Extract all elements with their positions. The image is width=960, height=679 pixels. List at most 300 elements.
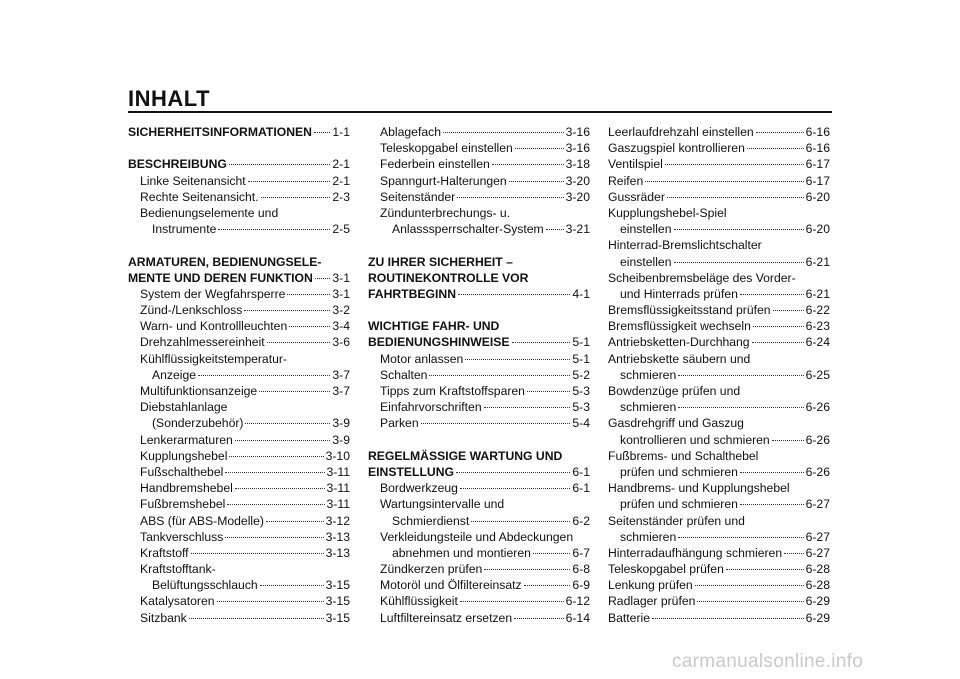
toc-entry xyxy=(608,156,830,172)
toc-entry-title: Multifunktionsanzeige xyxy=(140,384,258,398)
toc-entry-title: ROUTINEKONTROLLE VOR xyxy=(368,270,529,285)
toc-page-number: 6-27 xyxy=(805,545,830,560)
toc-page-number: 6-27 xyxy=(805,529,830,544)
toc-entry-title: ARMATUREN, BEDIENUNGSELE- xyxy=(128,254,322,269)
toc-entry-title: und Hinterrads prüfen xyxy=(620,286,738,301)
toc-page-number: 5-1 xyxy=(572,351,590,366)
toc-page-number: 3-13 xyxy=(325,529,350,544)
toc-entry-title: Sitzbank xyxy=(140,610,187,625)
toc-entry-title: Ventilspiel xyxy=(608,157,663,172)
toc-dot-leader xyxy=(217,601,324,602)
toc-entry xyxy=(128,351,350,367)
toc-entry xyxy=(128,496,350,512)
toc-entry xyxy=(128,480,350,496)
toc-entry xyxy=(608,399,830,415)
toc-entry-title: ZU IHRER SICHERHEIT – xyxy=(368,254,513,269)
toc-entry-title: Kraftstoff xyxy=(140,545,189,560)
toc-entry-title: Anlasssperrschalter-System xyxy=(392,222,544,237)
toc-dot-leader xyxy=(421,423,571,424)
toc-entry-title: Linke Seitenansicht xyxy=(140,173,246,188)
toc-page-number: 6-1 xyxy=(572,464,590,479)
toc-entry-title: Verkleidungsteile und Abdeckungen xyxy=(380,529,574,544)
toc-entry-title: Bowdenzüge prüfen und xyxy=(608,384,741,398)
toc-page-number: 6-28 xyxy=(805,562,830,577)
toc-entry-title: Schmierdienst xyxy=(392,513,470,528)
toc-page-number: 6-17 xyxy=(805,173,830,188)
toc-entry-title: EINSTELLUNG xyxy=(368,464,454,479)
toc-dot-leader xyxy=(235,440,331,441)
toc-entry-title: Kupplungshebel-Spiel xyxy=(608,205,727,220)
toc-entry xyxy=(368,593,590,609)
toc-page-number: 2-1 xyxy=(332,157,350,172)
toc-page-number: 3-11 xyxy=(326,497,350,512)
toc-dot-leader xyxy=(512,342,571,343)
toc-dot-leader xyxy=(773,310,804,311)
toc-entry-title: Hinterrad-Bremslichtschalter xyxy=(608,238,762,253)
toc-entry xyxy=(608,432,830,448)
toc-entry-title: Handbrems- und Kupplungshebel xyxy=(608,481,790,496)
page-title: INHALT xyxy=(128,86,211,111)
toc-entry xyxy=(128,367,350,383)
toc-page-number: 6-29 xyxy=(805,594,830,609)
toc-entry-title: Einfahrvorschriften xyxy=(380,400,482,415)
toc-entry xyxy=(608,415,830,431)
toc-entry-title: Rechte Seitenansicht. xyxy=(140,189,259,204)
toc-dot-leader xyxy=(191,553,324,554)
toc-column-1 xyxy=(128,124,350,626)
toc-dot-leader xyxy=(260,585,324,586)
toc-spacer xyxy=(368,237,590,253)
toc-entry xyxy=(128,399,350,415)
toc-dot-leader xyxy=(235,488,325,489)
toc-entry xyxy=(368,561,590,577)
toc-page-number: 3-15 xyxy=(325,594,350,609)
toc-entry-title: MENTE UND DEREN FUNKTION xyxy=(128,270,313,285)
watermark: carmanualsonline.info xyxy=(672,651,864,672)
toc-entry-title: SICHERHEITSINFORMATIONEN xyxy=(128,125,312,139)
toc-dot-leader xyxy=(752,342,804,343)
toc-entry xyxy=(608,464,830,480)
toc-dot-leader xyxy=(753,326,804,327)
title-rule xyxy=(128,111,832,113)
toc-dot-leader xyxy=(747,148,804,149)
toc-page-number: 3-1 xyxy=(332,286,350,301)
toc-entry xyxy=(128,561,350,577)
toc-entry xyxy=(608,513,830,529)
toc-dot-leader xyxy=(460,488,570,489)
toc-entry xyxy=(608,367,830,383)
toc-entry xyxy=(368,383,590,399)
toc-dot-leader xyxy=(740,504,804,505)
toc-page-number: 3-9 xyxy=(332,416,350,431)
toc-page-number: 3-21 xyxy=(565,222,590,237)
toc-dot-leader xyxy=(245,423,330,424)
toc-entry xyxy=(368,205,590,221)
toc-dot-leader xyxy=(287,294,330,295)
toc-page-number: 5-2 xyxy=(572,367,590,382)
toc-entry-title: Tipps zum Kraftstoffsparen xyxy=(380,384,525,398)
toc-page-number: 6-12 xyxy=(565,594,590,609)
toc-entry xyxy=(608,205,830,221)
toc-dot-leader xyxy=(227,504,324,505)
toc-page-number: 3-16 xyxy=(565,125,590,139)
toc-entry xyxy=(128,545,350,561)
toc-entry xyxy=(608,496,830,512)
toc-entry-title: Federbein einstellen xyxy=(380,157,490,172)
toc-entry xyxy=(368,140,590,156)
toc-entry xyxy=(368,367,590,383)
toc-page-number: 5-3 xyxy=(572,384,590,398)
toc-entry xyxy=(128,334,350,350)
toc-page-number: 6-22 xyxy=(805,303,830,318)
toc-dot-leader xyxy=(674,229,804,230)
toc-entry-title: Spanngurt-Halterungen xyxy=(380,173,507,188)
toc-entry xyxy=(608,529,830,545)
toc-entry xyxy=(128,529,350,545)
toc-dot-leader xyxy=(695,585,804,586)
toc-page-number: 6-20 xyxy=(805,189,830,204)
toc-entry-title: Motor anlassen xyxy=(380,351,464,366)
toc-entry xyxy=(608,318,830,334)
toc-spacer xyxy=(368,302,590,318)
toc-entry-title: Zündunterbrechungs- u. xyxy=(380,205,511,220)
toc-dot-leader xyxy=(740,472,804,473)
toc-entry-title: Kühlflüssigkeitstemperatur- xyxy=(140,351,287,366)
toc-page-number: 3-18 xyxy=(565,157,590,172)
toc-entry xyxy=(368,286,590,302)
toc-dot-leader xyxy=(667,197,804,198)
toc-entry xyxy=(368,480,590,496)
toc-entry xyxy=(608,237,830,253)
toc-entry xyxy=(368,448,590,464)
toc-entry xyxy=(608,140,830,156)
toc-entry xyxy=(368,189,590,205)
toc-entry-title: Wartungsintervalle und xyxy=(380,497,505,512)
toc-entry xyxy=(128,124,350,140)
toc-column-2 xyxy=(368,124,590,626)
toc-entry xyxy=(128,610,350,626)
toc-entry xyxy=(608,545,830,561)
toc-entry xyxy=(368,156,590,172)
toc-dot-leader xyxy=(457,197,563,198)
toc-dot-leader xyxy=(458,294,570,295)
toc-entry xyxy=(368,610,590,626)
toc-spacer xyxy=(128,237,350,253)
toc-entry-title: Schalten xyxy=(380,367,428,382)
toc-dot-leader xyxy=(515,148,564,149)
toc-entry xyxy=(128,221,350,237)
toc-dot-leader xyxy=(456,472,570,473)
toc-page-number: 6-7 xyxy=(572,545,590,560)
toc-entry-title: prüfen und schmieren xyxy=(620,464,738,479)
toc-entry xyxy=(128,205,350,221)
toc-dot-leader xyxy=(443,132,564,133)
toc-entry xyxy=(128,383,350,399)
toc-dot-leader xyxy=(678,375,803,376)
toc-page-number: 6-28 xyxy=(805,578,830,593)
toc-entry-title: Fußschalthebel xyxy=(140,464,224,479)
toc-dot-leader xyxy=(726,569,804,570)
toc-entry-title: Kühlflüssigkeit xyxy=(380,594,458,609)
toc-entry-title: Radlager prüfen xyxy=(608,594,696,609)
toc-entry-title: Diebstahlanlage xyxy=(140,400,228,415)
toc-entry-title: Lenkerarmaturen xyxy=(140,432,233,447)
toc-dot-leader xyxy=(314,132,330,133)
toc-entry-title: prüfen und schmieren xyxy=(620,497,738,512)
toc-page-number: 3-20 xyxy=(565,173,590,188)
toc-entry xyxy=(128,270,350,286)
toc-entry-title: BESCHREIBUNG xyxy=(128,157,227,172)
toc-dot-leader xyxy=(756,132,804,133)
toc-entry-title: Luftfiltereinsatz ersetzen xyxy=(380,610,513,625)
toc-entry-title: Parken xyxy=(380,416,419,431)
toc-entry xyxy=(128,415,350,431)
toc-entry xyxy=(128,302,350,318)
toc-entry-title: Belüftungsschlauch xyxy=(152,578,258,593)
toc-spacer xyxy=(368,432,590,448)
toc-dot-leader xyxy=(645,181,803,182)
toc-dot-leader xyxy=(524,585,571,586)
toc-entry-title: Zünd-/Lenkschloss xyxy=(140,303,243,318)
toc-dot-leader xyxy=(652,618,804,619)
toc-entry-title: Gasdrehgriff und Gaszug xyxy=(608,416,744,431)
toc-entry xyxy=(608,610,830,626)
toc-entry xyxy=(608,334,830,350)
toc-dot-leader xyxy=(261,197,331,198)
toc-entry-title: abnehmen und montieren xyxy=(392,545,531,560)
toc-dot-leader xyxy=(289,326,330,327)
toc-page-number: 6-26 xyxy=(805,432,830,447)
toc-dot-leader xyxy=(229,164,331,165)
toc-entry xyxy=(368,399,590,415)
toc-entry xyxy=(128,432,350,448)
toc-page-number: 3-20 xyxy=(565,189,590,204)
toc-entry xyxy=(368,221,590,237)
toc-entry xyxy=(128,448,350,464)
toc-entry xyxy=(608,221,830,237)
toc-entry xyxy=(128,464,350,480)
toc-entry-title: Teleskopgabel einstellen xyxy=(380,141,513,156)
toc-page-number: 6-25 xyxy=(805,367,830,382)
toc-page-number: 2-1 xyxy=(332,173,350,188)
toc-dot-leader xyxy=(665,164,804,165)
toc-entry-title: Warn- und Kontrollleuchten xyxy=(140,319,288,334)
toc-entry-title: Antriebsketten-Durchhang xyxy=(608,335,750,350)
toc-page-number: 6-9 xyxy=(572,578,590,593)
toc-page-number: 2-3 xyxy=(332,189,350,204)
toc-page-number: 3-7 xyxy=(332,367,350,382)
toc-entry-title: Bordwerkzeug xyxy=(380,481,458,496)
toc-dot-leader xyxy=(674,262,804,263)
toc-dot-leader xyxy=(266,521,324,522)
toc-entry xyxy=(368,415,590,431)
toc-page-number: 3-7 xyxy=(332,384,350,398)
toc-spacer xyxy=(128,140,350,156)
toc-dot-leader xyxy=(471,521,570,522)
toc-dot-leader xyxy=(533,553,570,554)
toc-entry-title: Handbremshebel xyxy=(140,481,233,496)
toc-entry xyxy=(368,351,590,367)
toc-page-number: 6-24 xyxy=(805,335,830,350)
toc-entry xyxy=(368,464,590,480)
toc-page-number: 6-2 xyxy=(572,513,590,528)
toc-entry xyxy=(608,270,830,286)
toc-entry xyxy=(128,286,350,302)
toc-page-number: 6-20 xyxy=(805,222,830,237)
toc-dot-leader xyxy=(267,342,331,343)
toc-dot-leader xyxy=(484,569,570,570)
toc-entry xyxy=(128,318,350,334)
toc-entry xyxy=(608,448,830,464)
toc-entry-title: Antriebskette säubern und xyxy=(608,351,751,366)
toc-entry-title: System der Wegfahrsperre xyxy=(140,286,286,301)
toc-entry-title: Tankverschluss xyxy=(140,529,224,544)
toc-entry-title: Hinterradaufhängung schmieren xyxy=(608,545,783,560)
toc-entry xyxy=(608,124,830,140)
toc-entry xyxy=(368,496,590,512)
toc-dot-leader xyxy=(259,391,330,392)
toc-entry xyxy=(368,513,590,529)
toc-entry-title: schmieren xyxy=(620,367,677,382)
toc-entry xyxy=(128,254,350,270)
toc-entry-title: Gussräder xyxy=(608,189,665,204)
toc-page-number: 6-21 xyxy=(805,254,830,269)
toc-dot-leader xyxy=(225,472,324,473)
toc-entry xyxy=(128,593,350,609)
toc-page-number: 1-1 xyxy=(332,125,350,139)
toc-entry xyxy=(608,173,830,189)
toc-dot-leader xyxy=(740,294,804,295)
toc-entry-title: Motoröl und Ölfiltereinsatz xyxy=(380,578,522,593)
toc-page-number: 3-1 xyxy=(332,270,350,285)
toc-dot-leader xyxy=(248,181,331,182)
toc-dot-leader xyxy=(527,391,570,392)
toc-dot-leader xyxy=(514,618,563,619)
toc-entry xyxy=(368,270,590,286)
toc-column-3 xyxy=(608,124,830,626)
toc-entry xyxy=(368,577,590,593)
toc-entry-title: Zündkerzen prüfen xyxy=(380,562,483,577)
toc-entry-title: Fußbrems- und Schalthebel xyxy=(608,448,759,463)
toc-page-number: 3-13 xyxy=(325,545,350,560)
toc-entry-title: REGELMÄSSIGE WARTUNG UND xyxy=(368,448,563,463)
toc-entry xyxy=(608,383,830,399)
toc-entry-title: FAHRTBEGINN xyxy=(368,286,457,301)
toc-dot-leader xyxy=(509,181,564,182)
toc-entry-title: ABS (für ABS-Modelle) xyxy=(140,513,264,528)
toc-entry-title: WICHTIGE FAHR- UND xyxy=(368,319,500,334)
toc-entry xyxy=(608,254,830,270)
toc-page-number: 3-11 xyxy=(326,481,350,496)
toc-entry-title: Kupplungshebel xyxy=(140,448,228,463)
toc-page-number: 3-12 xyxy=(325,513,350,528)
toc-entry xyxy=(128,513,350,529)
toc-entry xyxy=(608,593,830,609)
toc-entry-title: Ablagefach xyxy=(380,125,441,139)
toc-dot-leader xyxy=(225,537,323,538)
toc-entry-title: einstellen xyxy=(620,254,672,269)
toc-entry xyxy=(128,577,350,593)
toc-dot-leader xyxy=(229,456,323,457)
toc-entry-title: Drehzahlmessereinheit xyxy=(140,335,265,350)
toc-dot-leader xyxy=(784,553,803,554)
toc-entry-title: Anzeige xyxy=(152,367,197,382)
toc-entry-title: Seitenständer xyxy=(380,189,456,204)
toc-dot-leader xyxy=(772,440,804,441)
toc-entry-title: Kraftstofftank- xyxy=(140,562,216,577)
toc-dot-leader xyxy=(429,375,570,376)
toc-entry xyxy=(608,577,830,593)
toc-page-number: 3-16 xyxy=(565,141,590,156)
toc-dot-leader xyxy=(492,164,564,165)
toc-dot-leader xyxy=(244,310,330,311)
toc-entry xyxy=(368,124,590,140)
toc-entry-title: Lenkung prüfen xyxy=(608,578,693,593)
toc-page-number: 5-1 xyxy=(572,335,590,350)
toc-entry-title: schmieren xyxy=(620,400,677,415)
toc-entry-title: Fußbremshebel xyxy=(140,497,226,512)
toc-entry-title: Batterie xyxy=(608,610,651,625)
toc-entry xyxy=(608,480,830,496)
toc-entry xyxy=(128,189,350,205)
toc-entry xyxy=(368,318,590,334)
toc-page-number: 3-2 xyxy=(332,303,350,318)
toc-dot-leader xyxy=(198,375,330,376)
toc-entry xyxy=(368,545,590,561)
toc-page-number: 3-10 xyxy=(325,448,350,463)
toc-page-number: 6-8 xyxy=(572,562,590,577)
toc-entry-title: kontrollieren und schmieren xyxy=(620,432,770,447)
toc-entry-title: (Sonderzubehör) xyxy=(152,416,244,431)
toc-entry xyxy=(608,351,830,367)
toc-entry-title: Seitenständer prüfen und xyxy=(608,513,745,528)
toc-entry xyxy=(368,173,590,189)
toc-entry-title: Bedienungselemente und xyxy=(140,205,279,220)
toc-page-number: 4-1 xyxy=(572,286,590,301)
toc-entry xyxy=(608,561,830,577)
toc-entry-title: Teleskopgabel prüfen xyxy=(608,562,724,577)
toc-dot-leader xyxy=(189,618,324,619)
toc-entry-title: Instrumente xyxy=(152,222,217,237)
toc-entry-title: Reifen xyxy=(608,173,644,188)
toc-entry-title: schmieren xyxy=(620,529,677,544)
toc-entry xyxy=(368,254,590,270)
toc-page-number: 6-26 xyxy=(805,400,830,415)
toc-page-number: 6-17 xyxy=(805,157,830,172)
toc-entry-title: Katalysatoren xyxy=(140,594,215,609)
toc-entry-title: Leerlaufdrehzahl einstellen xyxy=(608,125,754,139)
toc-page-number: 6-29 xyxy=(805,610,830,625)
toc-page-number: 6-23 xyxy=(805,319,830,334)
toc-dot-leader xyxy=(460,601,564,602)
toc-entry-title: Bremsflüssigkeitsstand prüfen xyxy=(608,303,771,318)
toc-page-number: 6-27 xyxy=(805,497,830,512)
toc-page-number: 6-26 xyxy=(805,464,830,479)
toc-page-number: 3-11 xyxy=(326,464,350,479)
toc-page-number: 3-4 xyxy=(332,319,350,334)
toc-page-number: 6-16 xyxy=(805,125,830,139)
toc-dot-leader xyxy=(678,537,803,538)
toc-dot-leader xyxy=(697,601,803,602)
toc-dot-leader xyxy=(546,229,564,230)
toc-entry xyxy=(368,334,590,350)
toc-entry-title: einstellen xyxy=(620,222,672,237)
toc-page-number: 2-5 xyxy=(332,222,350,237)
toc-page-number: 5-4 xyxy=(572,416,590,431)
toc-page-number: 3-15 xyxy=(325,610,350,625)
toc-page-number: 3-6 xyxy=(332,335,350,350)
toc-entry-title: BEDIENUNGSHINWEISE xyxy=(368,335,510,350)
